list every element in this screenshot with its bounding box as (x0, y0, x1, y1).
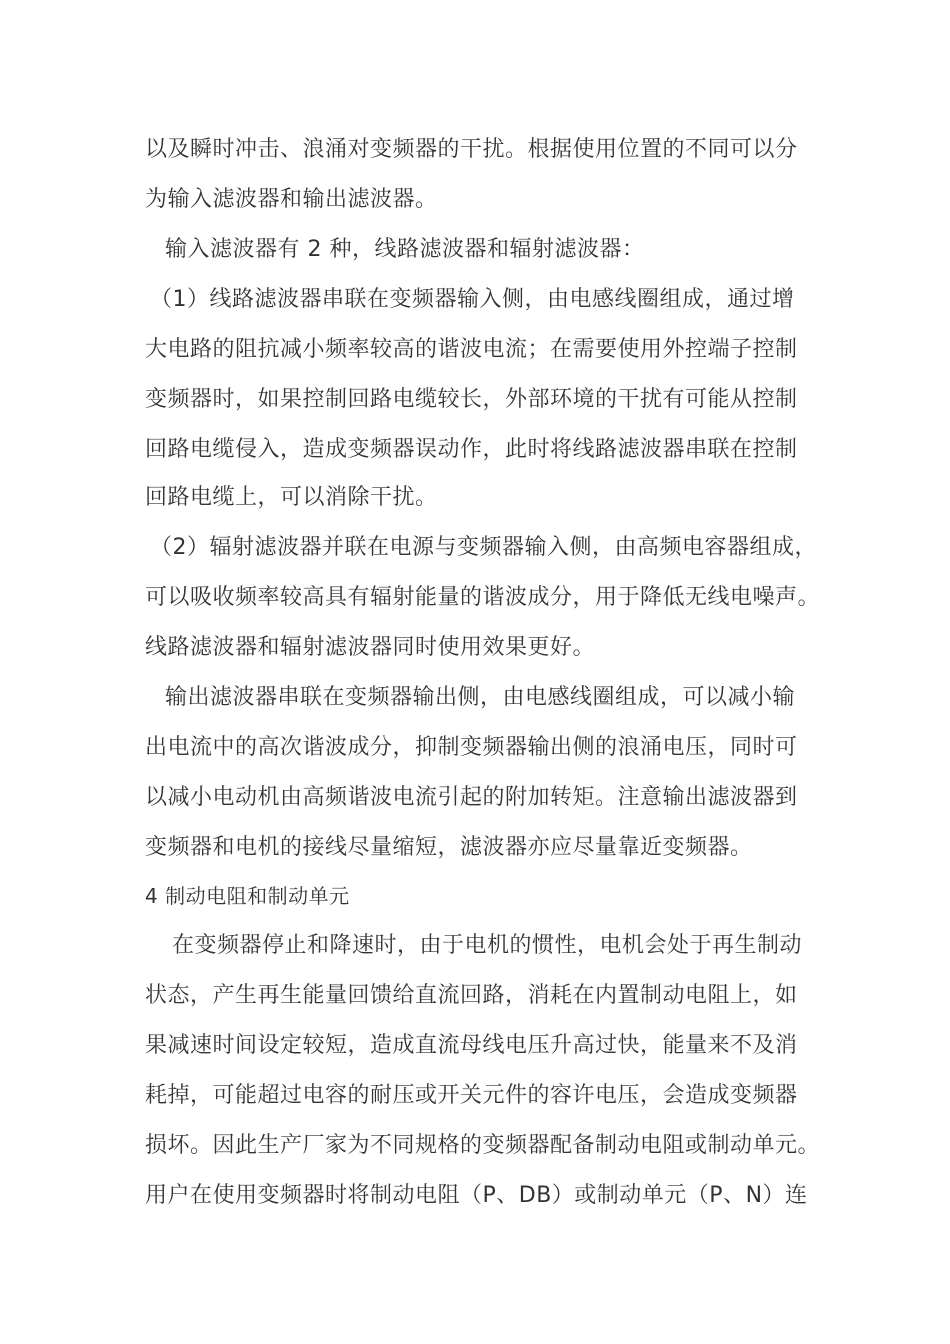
paragraph-line: 以减小电动机由高频谐波电流引起的附加转矩。注意输出滤波器到 (145, 785, 798, 810)
paragraph-line: 输入滤波器有 2 种，线路滤波器和辐射滤波器： (165, 237, 645, 262)
paragraph-line: 变频器和电机的接线尽量缩短，滤波器亦应尽量靠近变频器。 (145, 835, 753, 860)
paragraph-line: （1）线路滤波器串联在变频器输入侧，由电感线圈组成，通过增 (150, 287, 795, 312)
paragraph-line: 为输入滤波器和输出滤波器。 (145, 187, 438, 212)
paragraph-line: 在变频器停止和降速时，由于电机的惯性，电机会处于再生制动 (172, 933, 803, 958)
paragraph-line: 输出滤波器串联在变频器输出侧，由电感线圈组成，可以减小输 (165, 685, 796, 710)
paragraph-line: 大电路的阻抗减小频率较高的谐波电流；在需要使用外控端子控制 (145, 337, 798, 362)
paragraph-line: 回路电缆侵入，造成变频器误动作，此时将线路滤波器串联在控制 (145, 437, 798, 462)
paragraph-line: 回路电缆上，可以消除干扰。 (145, 485, 438, 510)
paragraph-line: 线路滤波器和辐射滤波器同时使用效果更好。 (145, 635, 596, 660)
paragraph-line: 状态，产生再生能量回馈给直流回路，消耗在内置制动电阻上，如 (145, 983, 798, 1008)
paragraph-line: 用户在使用变频器时将制动电阻（P、DB）或制动单元（P、N）连 (145, 1183, 808, 1208)
section-heading: 4 制动电阻和制动单元 (145, 884, 350, 908)
paragraph-line: 耗掉，可能超过电容的耐压或开关元件的容许电压，会造成变频器 (145, 1083, 798, 1108)
paragraph-line: 损坏。因此生产厂家为不同规格的变频器配备制动电阻或制动单元。 (145, 1133, 821, 1158)
paragraph-line: 可以吸收频率较高具有辐射能量的谐波成分，用于降低无线电噪声。 (145, 585, 821, 610)
paragraph-line: 果减速时间设定较短，造成直流母线电压升高过快，能量来不及消 (145, 1033, 798, 1058)
paragraph-line: 变频器时，如果控制回路电缆较长，外部环境的干扰有可能从控制 (145, 387, 798, 412)
paragraph-line: 以及瞬时冲击、浪涌对变频器的干扰。根据使用位置的不同可以分 (145, 137, 798, 162)
paragraph-line: （2）辐射滤波器并联在电源与变频器输入侧，由高频电容器组成， (150, 535, 817, 560)
paragraph-line: 出电流中的高次谐波成分，抑制变频器输出侧的浪涌电压，同时可 (145, 735, 798, 760)
